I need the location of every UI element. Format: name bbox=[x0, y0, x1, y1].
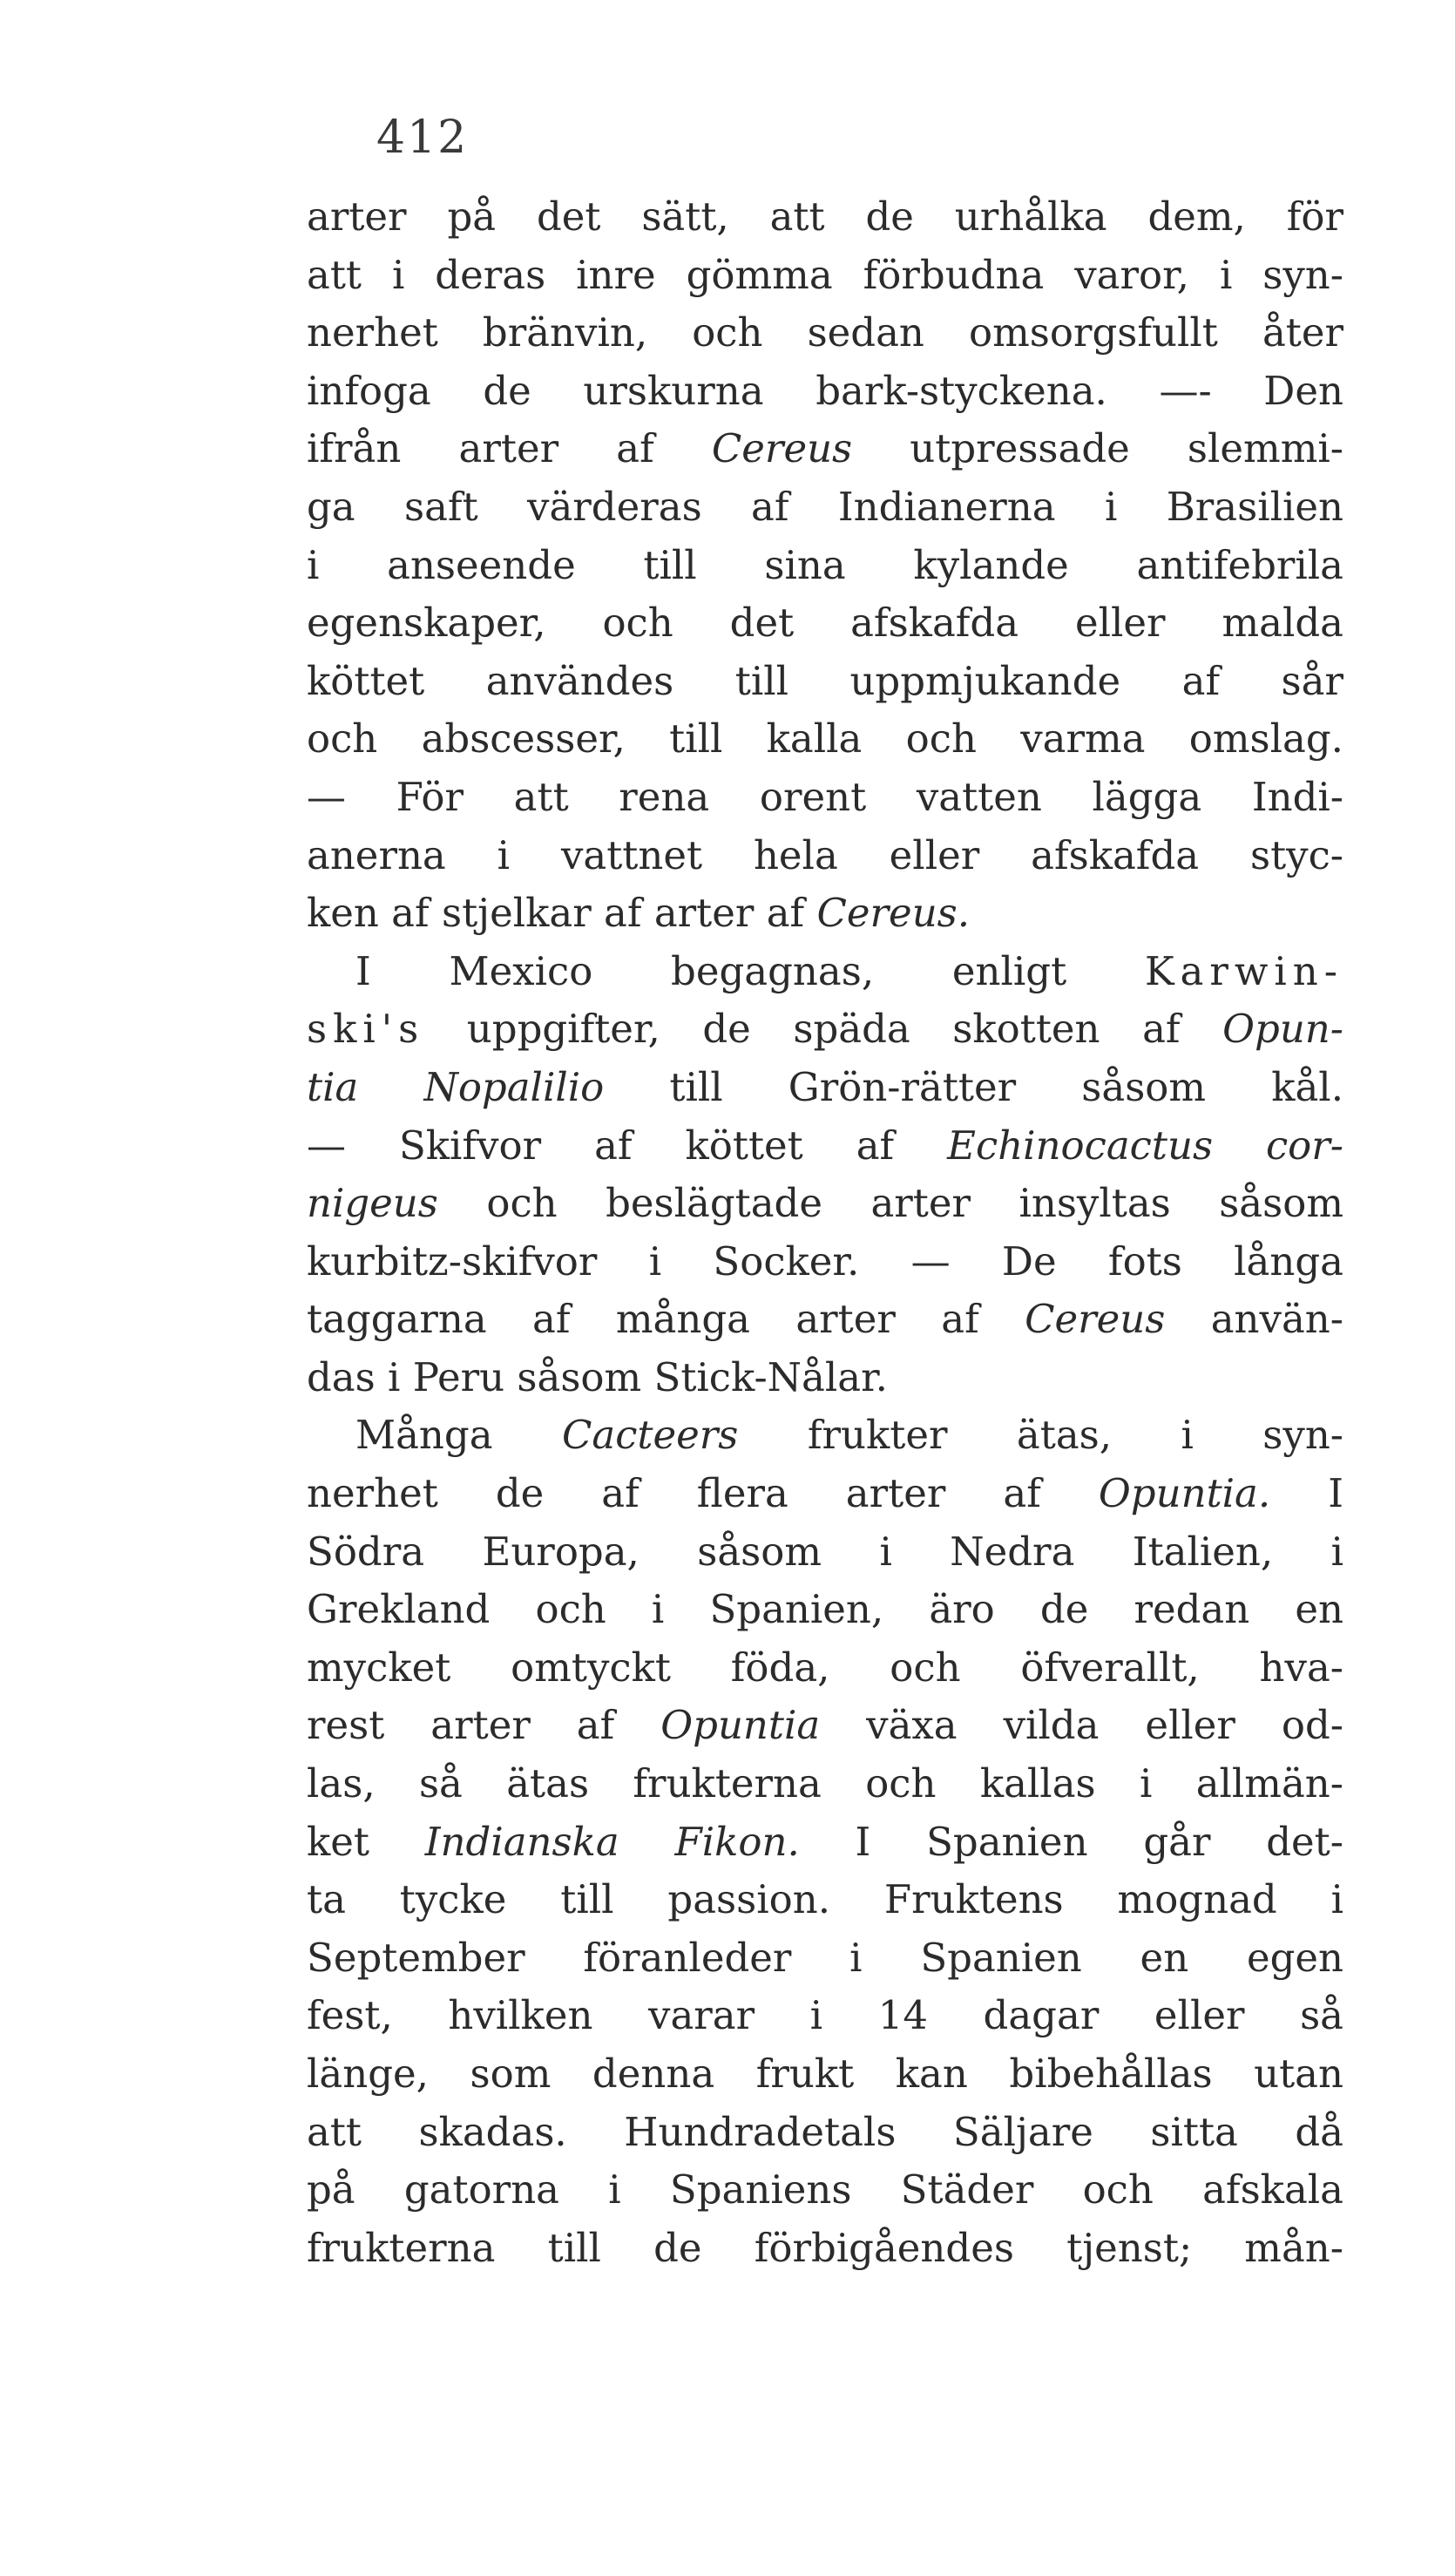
text-line bbox=[307, 1291, 1343, 1349]
text-line bbox=[307, 2161, 1343, 2220]
text-line bbox=[307, 304, 1343, 363]
text-line bbox=[307, 363, 1343, 421]
text-line bbox=[307, 2045, 1343, 2104]
text-run: köttet användes till uppmjukande af sår bbox=[307, 657, 1343, 704]
text-line bbox=[307, 1755, 1343, 1813]
text-run: infoga de urskurna bark-styckena. —- Den bbox=[307, 367, 1343, 414]
text-line bbox=[307, 594, 1343, 653]
text-line bbox=[307, 885, 1343, 943]
text-run: arter på det sätt, att de urhålka dem, för bbox=[307, 193, 1343, 240]
text-line bbox=[307, 1233, 1343, 1291]
text-run: nerhet de af flera arter af bbox=[307, 1470, 1099, 1517]
text-run: ken af stjelkar af arter af bbox=[307, 890, 817, 937]
text-run: mycket omtyckt föda, och öfverallt, hva- bbox=[307, 1644, 1343, 1691]
italic-term: tia Nopalilio bbox=[307, 1063, 605, 1110]
text-run: kurbitz-skifvor i Socker. — De fots långa bbox=[307, 1237, 1343, 1285]
text-line bbox=[307, 1639, 1343, 1698]
text-run: I Mexico begagnas, enligt bbox=[355, 947, 1145, 994]
text-line bbox=[307, 1117, 1343, 1176]
text-line bbox=[307, 1175, 1343, 1233]
text-line bbox=[307, 420, 1343, 478]
text-line bbox=[307, 943, 1343, 1001]
text-line bbox=[307, 2220, 1343, 2278]
text-run: anerna i vattnet hela eller afskafda styc- bbox=[307, 831, 1343, 878]
text-line bbox=[307, 769, 1343, 827]
italic-term: Cacteers bbox=[561, 1412, 739, 1459]
text-run: das i Peru såsom Stick-Nålar. bbox=[307, 1353, 888, 1400]
text-run: Södra Europa, såsom i Nedra Italien, i bbox=[307, 1528, 1343, 1575]
text-run: till Grön-rätter såsom kål. bbox=[604, 1063, 1344, 1110]
text-line bbox=[307, 1987, 1343, 2045]
text-line bbox=[307, 1523, 1343, 1582]
text-run: nerhet bränvin, och sedan omsorgsfullt åter bbox=[307, 309, 1343, 356]
text-run: taggarna af många arter af bbox=[307, 1296, 1025, 1343]
text-run: utpressade slemmi- bbox=[852, 425, 1343, 472]
text-run: I bbox=[1270, 1470, 1343, 1517]
page-number: 412 bbox=[376, 112, 469, 164]
text-run: frukter ätas, i syn- bbox=[738, 1412, 1344, 1459]
text-run: ket bbox=[307, 1818, 425, 1865]
text-run: egenskaper, och det afskafda eller malda bbox=[307, 600, 1343, 647]
italic-term: Cereus bbox=[711, 425, 853, 472]
text-run: i anseende till sina kylande antifebrila bbox=[307, 541, 1343, 588]
text-line bbox=[307, 1465, 1343, 1523]
text-run: ifrån arter af bbox=[307, 425, 712, 472]
text-line bbox=[307, 1871, 1343, 1929]
italic-term: Opuntia bbox=[660, 1702, 821, 1749]
text-line bbox=[307, 1349, 1343, 1407]
text-line bbox=[307, 247, 1343, 305]
text-run: fest, hvilken varar i 14 dagar eller så bbox=[307, 1992, 1343, 2039]
text-run: Grekland och i Spanien, äro de redan en bbox=[307, 1586, 1343, 1633]
text-run: att i deras inre gömma förbudna varor, i syn- bbox=[307, 251, 1343, 298]
text-run: frukterna till de förbigåendes tjenst; mån- bbox=[307, 2224, 1343, 2271]
text-run: I Spanien går det- bbox=[799, 1818, 1343, 1865]
italic-term: Echinocactus cor- bbox=[947, 1122, 1343, 1169]
text-run: använ- bbox=[1165, 1296, 1343, 1343]
text-run: och beslägtade arter insyltas såsom bbox=[437, 1180, 1343, 1227]
text-run: och abscesser, till kalla och varma omslag. bbox=[307, 715, 1343, 763]
text-run: — För att rena orent vatten lägga Indi- bbox=[307, 773, 1343, 820]
text-line bbox=[307, 653, 1343, 711]
text-line bbox=[307, 1813, 1343, 1872]
text-run: Många bbox=[355, 1412, 562, 1459]
text-line bbox=[307, 1697, 1343, 1755]
text-run: länge, som denna frukt kan bibehållas utan bbox=[307, 2051, 1343, 2097]
text-line bbox=[307, 188, 1343, 247]
text-run: ga saft värderas af Indianerna i Brasilien bbox=[307, 483, 1343, 530]
text-run: växa vilda eller od- bbox=[820, 1702, 1344, 1749]
text-run: uppgifter, de späda skotten af bbox=[424, 1006, 1223, 1053]
text-line bbox=[307, 710, 1343, 769]
body-text bbox=[307, 188, 1343, 2277]
text-run: ta tycke till passion. Fruktens mognad i bbox=[307, 1876, 1343, 1923]
text-line bbox=[307, 1000, 1343, 1059]
text-run: las, så ätas frukterna och kallas i allmän- bbox=[307, 1760, 1343, 1807]
italic-term: Cereus. bbox=[816, 890, 971, 937]
italic-term: Cereus bbox=[1025, 1296, 1166, 1343]
text-run: på gatorna i Spaniens Städer och afskala bbox=[307, 2166, 1343, 2213]
text-run: att skadas. Hundradetals Säljare sitta då bbox=[307, 2108, 1343, 2155]
italic-term: Opun- bbox=[1222, 1006, 1343, 1053]
text-line bbox=[307, 1929, 1343, 1988]
italic-term: Opuntia. bbox=[1098, 1470, 1271, 1517]
text-line bbox=[307, 1407, 1343, 1465]
spaced-name: Karwin- bbox=[1144, 947, 1343, 994]
text-line bbox=[307, 1059, 1343, 1117]
text-line bbox=[307, 478, 1343, 537]
italic-term: Indianska Fikon. bbox=[424, 1818, 800, 1865]
text-run: rest arter af bbox=[307, 1702, 661, 1749]
text-line bbox=[307, 537, 1343, 595]
spaced-name: ski's bbox=[307, 1006, 425, 1053]
text-line bbox=[307, 2104, 1343, 2162]
text-line bbox=[307, 1581, 1343, 1639]
text-line bbox=[307, 827, 1343, 885]
text-run: — Skifvor af köttet af bbox=[307, 1122, 948, 1169]
text-run: September föranleder i Spanien en egen bbox=[307, 1934, 1343, 1981]
italic-term: nigeus bbox=[307, 1180, 438, 1227]
